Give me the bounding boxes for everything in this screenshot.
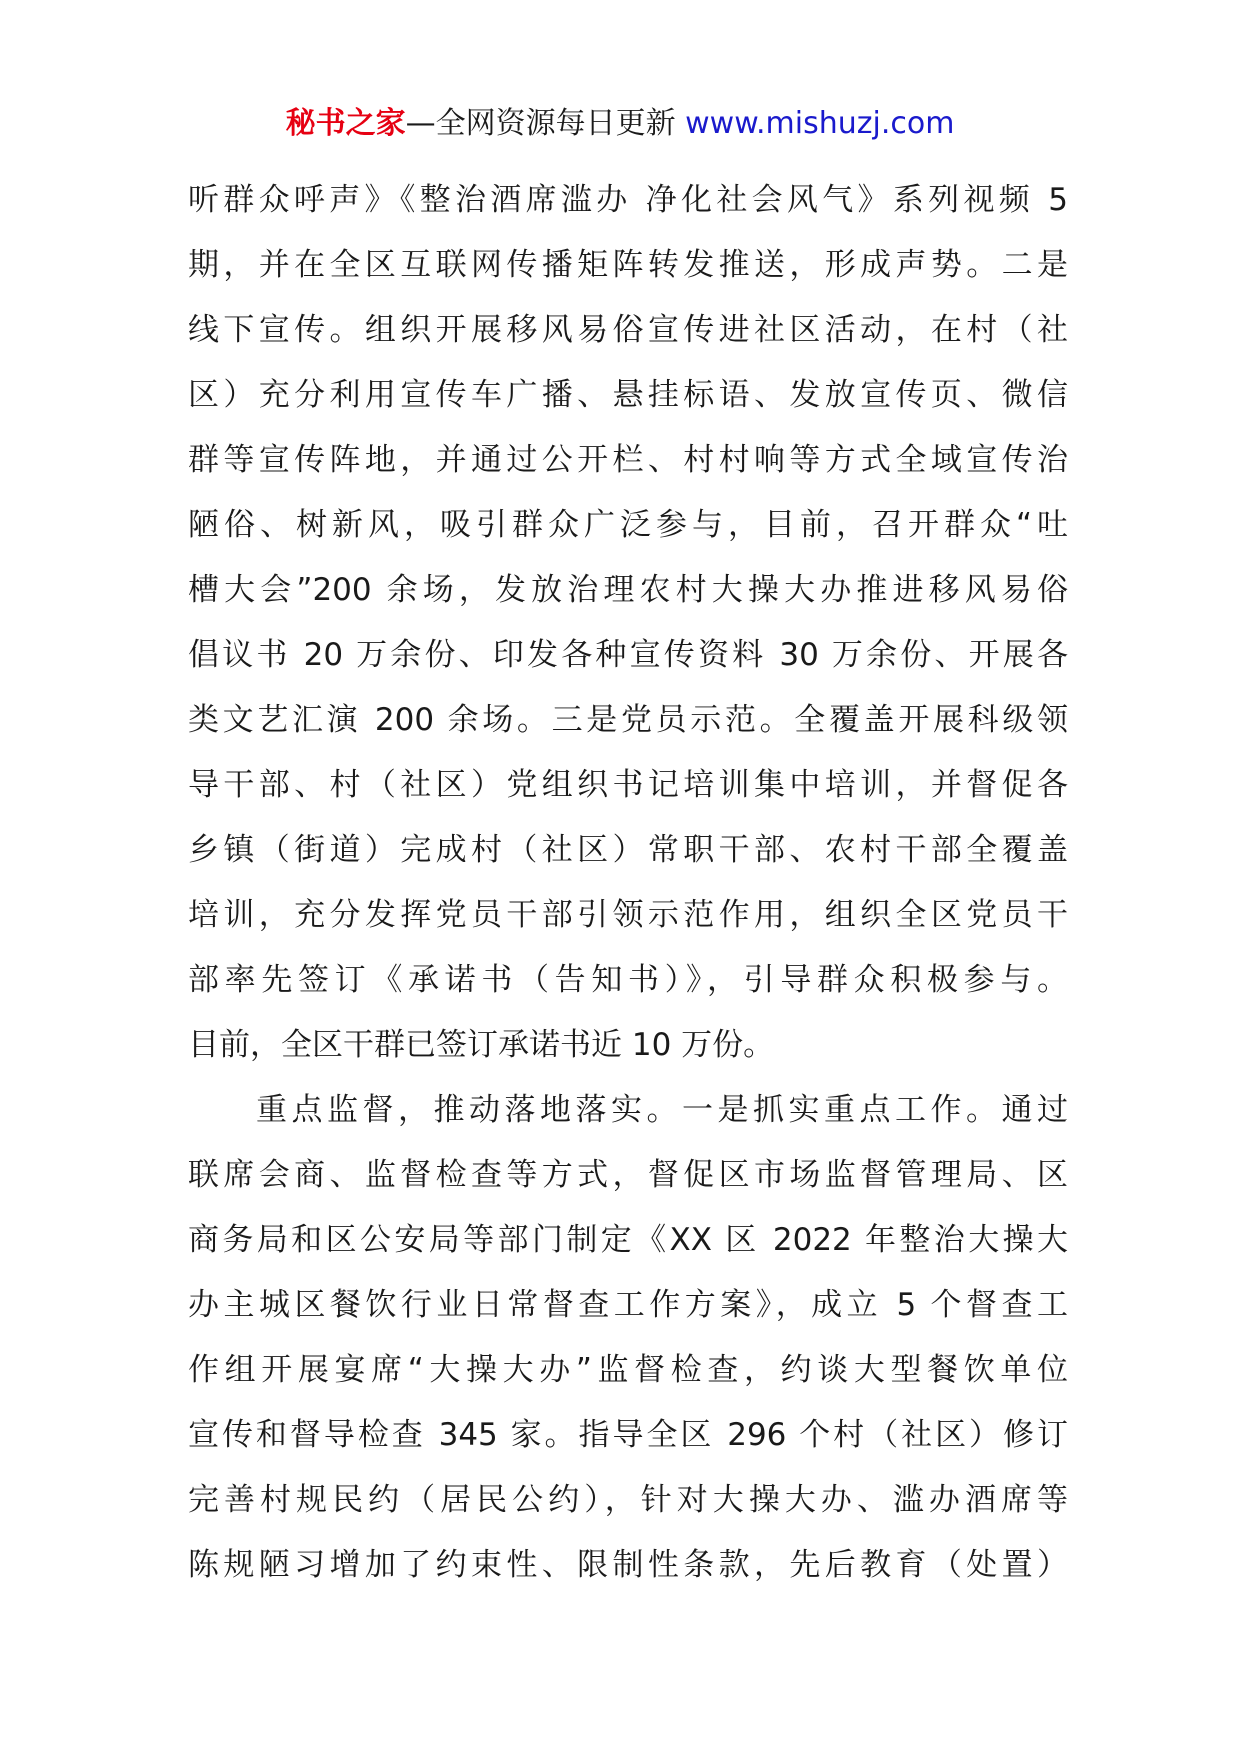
- text-line: 线下宣传。组织开展移风易俗宣传进社区活动，在村（社: [188, 312, 1068, 348]
- text-line: 作组开展宴席“大操大办”监督检查，约谈大型餐饮单位: [188, 1352, 1068, 1388]
- paragraph-end-line: 目前，全区干群已签订承诺书近 10 万份。: [188, 1027, 775, 1063]
- brand-name: 秘书之家: [285, 106, 406, 141]
- text-line: 商务局和区公安局等部门制定《XX 区 2022 年整治大操大: [188, 1222, 1068, 1258]
- text-line: 槽大会”200 余场，发放治理农村大操大办推进移风易俗: [188, 572, 1068, 608]
- text-line: 听群众呼声》《整治酒席滥办 净化社会风气》系列视频 5: [188, 182, 1068, 218]
- page-header: [0, 104, 1240, 144]
- text-line: 陈规陋习增加了约束性、限制性条款，先后教育（处置）: [188, 1547, 1068, 1583]
- text-line: 办主城区餐饮行业日常督查工作方案》，成立 5 个督查工: [188, 1287, 1068, 1323]
- text-line: 群等宣传阵地，并通过公开栏、村村响等方式全域宣传治: [188, 442, 1068, 478]
- text-line: 陋俗、树新风，吸引群众广泛参与，目前，召开群众“吐: [188, 507, 1068, 543]
- text-line: 区）充分利用宣传车广播、悬挂标语、发放宣传页、微信: [188, 377, 1068, 413]
- text-line: 导干部、村（社区）党组织书记培训集中培训，并督促各: [188, 767, 1068, 803]
- text-line: 期，并在全区互联网传播矩阵转发推送，形成声势。二是: [188, 247, 1068, 283]
- text-line: 倡议书 20 万余份、印发各种宣传资料 30 万余份、开展各: [188, 637, 1068, 673]
- text-line: 培训，充分发挥党员干部引领示范作用，组织全区党员干: [188, 897, 1068, 933]
- text-line: 类文艺汇演 200 余场。三是党员示范。全覆盖开展科级领: [188, 702, 1068, 738]
- site-url-link[interactable]: www.mishuzj.com: [685, 106, 955, 141]
- header-tagline: —全网资源每日更新: [405, 106, 676, 141]
- document-body: [188, 168, 1068, 1598]
- text-line: 宣传和督导检查 345 家。指导全区 296 个村（社区）修订: [188, 1417, 1068, 1453]
- text-line: 部率先签订《承诺书（告知书）》，引导群众积极参与。: [188, 962, 1068, 998]
- paragraph-start-line: 重点监督，推动落地落实。一是抓实重点工作。通过: [256, 1092, 1068, 1128]
- text-line: 乡镇（街道）完成村（社区）常职干部、农村干部全覆盖: [188, 832, 1068, 868]
- text-line: 联席会商、监督检查等方式，督促区市场监督管理局、区: [188, 1157, 1068, 1193]
- text-line: 完善村规民约（居民公约），针对大操大办、滥办酒席等: [188, 1482, 1068, 1518]
